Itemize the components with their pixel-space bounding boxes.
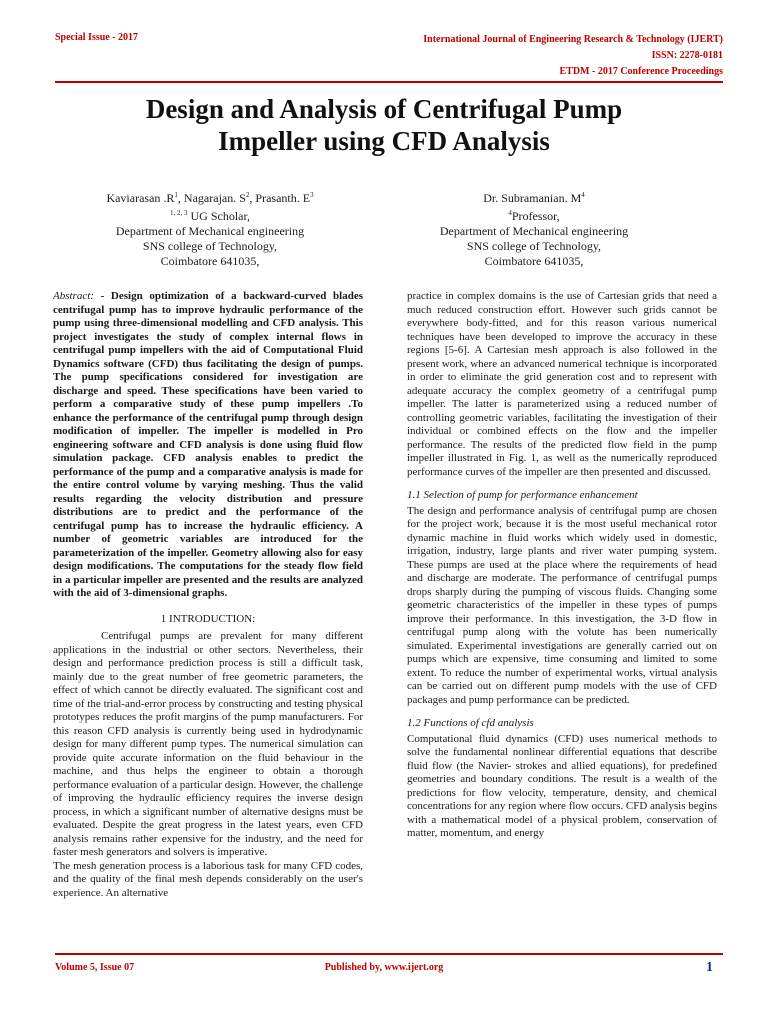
header-special-issue: Special Issue - 2017 bbox=[55, 32, 139, 43]
footer-publisher: Published by, www.ijert.org bbox=[324, 962, 444, 973]
author-role: $^{1, 2, 3}$ UG Scholar, bbox=[169, 209, 250, 223]
paper-title-line-2: Impeller using CFD Analysis bbox=[218, 126, 550, 156]
header-conference: ETDM - 2017 Conference Proceedings bbox=[559, 66, 723, 77]
author-college: SNS college of Technology, bbox=[466, 239, 602, 253]
section-1-1-heading: 1.1 Selection of pump for performance enhancement bbox=[407, 489, 638, 501]
author-block-right bbox=[384, 188, 684, 269]
abstract-label: Abstract: bbox=[53, 290, 94, 302]
header-journal-name: International Journal of Engineering Research & Technology (IJERT) bbox=[423, 34, 723, 45]
abstract bbox=[53, 290, 363, 601]
author-names: Kaviarasan $.R^1$, Nagarajan. $S^2$, Prasanth. $E^3$ bbox=[106, 191, 314, 205]
body-paragraph: practice in complex domains is the use of Cartesian grids that need a much reduced construction effort. However such grids cannot be everywhere body-fitted, and for this reason various numerical techniques have been developed to improve the accuracy in these regions [5-6]. A Cartesian mesh approach is also followed in the present work, where an advanced numerical technique is incorporated in order to eliminate the grid generation cost and to represent with adequate accuracy the complex geometry of a centrifugal pump impeller. The latter is parameterized using a reduced number of controlling geometric variables, facilitating the investigation of their individual or combined effects on the flow and the impeller performance. The results of the predicted flow field in the pump impeller illustrated in Fig. 1, as well as the numerically reproduced performance curves of the impeller are then presented and discussed. bbox=[407, 290, 717, 478]
section-1-1-text: The design and performance analysis of centrifugal pump are chosen for the project work, because it is the most useful mechanical rotor dynamic machine in fluid works which widely used in domestic, irrigation, industry, large plants and river water pumping system. These pumps are used at the place where the requirements of head and discharge are moderate. The performance of centrifugal pumps drops sharply during the pumping of viscous fluids. Changing some geometric characteristics of the impeller in these types of pumps improve their performance. In this investigation, the 3-D flow in centrifugal pump along with the volute has been numerically simulated. Experimental investigations are generally carried out on pumps which are expensive, time consuming and limited to some extent. To reduce the number of experimental works, virtual analysis can be carried out on different pump models with the use of CFD packages and pump performance can be predicted. bbox=[407, 504, 717, 706]
author-role: $^4$Professor, bbox=[508, 209, 560, 223]
header-journal-info bbox=[423, 32, 723, 80]
paper-title-line-1: Design and Analysis of Centrifugal Pump bbox=[145, 94, 623, 124]
intro-paragraph-1: Centrifugal pumps are prevalent for many different applications in the industrial or other sectors. Nevertheless, their design and performance prediction process is still a difficult task, mainly due to the great number of free geometric parameters, the effect of which cannot be directly evaluated. The significant cost and time of the trial-and-error process by constructing and testing physical prototypes reduces the profit margins of the pump manufacturers. For this reason CFD analysis is currently being used in hydrodynamic design for many different pump types. The numerical simulation can provide quite accurate information on the fluid behaviour in the machine, and thus helps the engineer to obtain a thorough performance evaluation of a particular design. However, the challenge of improving the hydraulic efficiency requires the inverse design process, in which a significant number of alternative designs must be evaluated. Despite the great progress in the latest years, even CFD analysis remains rather expensive for the industry, and the need for faster mesh generators and solvers is imperative. bbox=[53, 630, 363, 858]
header-rule bbox=[55, 81, 723, 83]
author-department: Department of Mechanical engineering bbox=[115, 224, 305, 238]
author-block-left bbox=[60, 188, 360, 269]
header-issn: ISSN: 2278-0181 bbox=[651, 50, 723, 61]
author-department: Department of Mechanical engineering bbox=[439, 224, 629, 238]
intro-paragraph-2: The mesh generation process is a laborious task for many CFD codes, and the quality of the final mesh depends considerably on the user's experience. An alternative bbox=[53, 859, 363, 899]
left-column bbox=[53, 290, 363, 900]
footer-volume: Volume 5, Issue 07 bbox=[55, 962, 135, 973]
abstract-text: - Design optimization of a backward-curved blades centrifugal pump has to improve hydraulic performance of the pump using three-dimensional modelling and CFD analysis. This project investigates the study of complex internal flows in centrifugal pump impellers with the aid of Computational Fluid Dynamics software (CFD) thus facilitating the design of pumps. The pump specifications considered for investigation are discharge and speed. These specifications have been varied to perform a comparative study of these pump impellers .To enhance the performance of the centrifugal pump through design modification of impeller. The impeller is modelled in Pro engineering software and CFD analysis is done using fluid flow simulation package. CFD analysis enables to predict the performance of the pump and a comparative analysis is made for the entire control volume by varying meshing. Thus the valid results regarding the velocity distribution and pressure distributions are to predict and the performance of the centrifugal pump has to increase the hydraulic efficiency. A number of geometric variables are introduced for the parameterization of the impeller. Geometry allowing also for easy design modifications. The computations for the steady flow field in a particular impeller are presented and the results are analyzed with the aid of 3-dimensional graphs. bbox=[53, 290, 363, 599]
author-city: Coimbatore 641035, bbox=[484, 254, 584, 268]
author-college: SNS college of Technology, bbox=[142, 239, 278, 253]
right-column bbox=[407, 290, 717, 841]
author-name: Dr. Subramanian. $M^4$ bbox=[483, 191, 585, 205]
page-number: 1 bbox=[706, 960, 713, 975]
paper-title bbox=[60, 93, 708, 157]
intro-heading: 1 INTRODUCTION: bbox=[160, 612, 256, 625]
section-1-2-heading: 1.2 Functions of cfd analysis bbox=[407, 717, 534, 729]
section-1-2-text: Computational fluid dynamics (CFD) uses numerical methods to solve the fundamental nonlinear differential equations that describe fluid flow (the Navier- strokes and allied equations), for predefined geometries and boundary conditions. The result is a wealth of the predictions for flow velocity, temperature, density, and chemical concentrations for any region where flow occurs. CFD analysis begins with a mathematical model of a physical problem, conservation of matter, momentum, and energy bbox=[407, 732, 717, 839]
author-city: Coimbatore 641035, bbox=[160, 254, 260, 268]
footer-rule bbox=[55, 953, 723, 955]
